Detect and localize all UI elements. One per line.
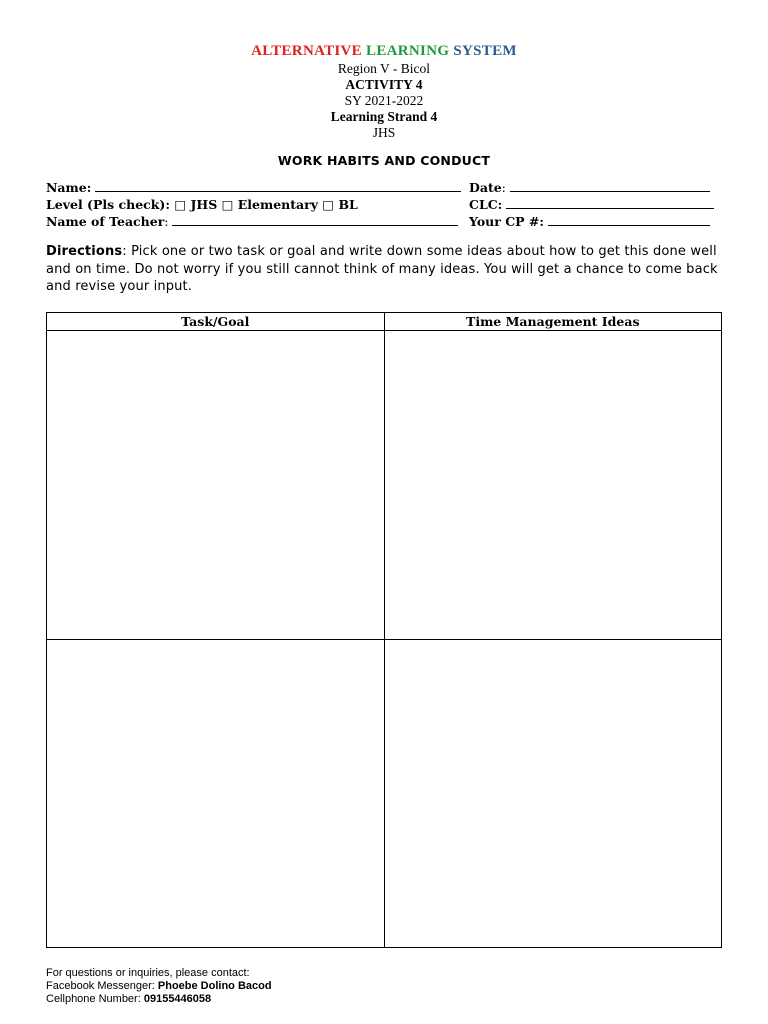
clc-field[interactable] bbox=[506, 197, 714, 209]
school-year-line: SY 2021-2022 bbox=[344, 93, 424, 108]
task-goal-header: Task/Goal bbox=[47, 313, 385, 331]
table-row bbox=[47, 639, 722, 948]
activity-line: ACTIVITY 4 bbox=[345, 77, 423, 92]
messenger-name: Phoebe Dolino Bacod bbox=[157, 980, 272, 992]
footer-contact-line: For questions or inquiries, please contact: bbox=[46, 967, 250, 979]
name-field[interactable] bbox=[95, 180, 461, 192]
program-title-word-3: SYSTEM bbox=[453, 43, 517, 59]
date-label: Date bbox=[469, 180, 502, 195]
level-check-label: Level (Pls check): □ JHS □ Elementary □ BL bbox=[46, 197, 358, 212]
task-table bbox=[46, 312, 722, 948]
program-title bbox=[0, 42, 768, 61]
contact-footer bbox=[46, 967, 272, 1006]
form-row-level-clc bbox=[46, 197, 722, 214]
directions-paragraph bbox=[46, 243, 726, 296]
cp-label: Your CP #: bbox=[469, 214, 544, 229]
directions-label: Directions bbox=[46, 244, 123, 259]
level-line: JHS bbox=[372, 125, 396, 140]
program-title-word-1: ALTERNATIVE bbox=[251, 43, 362, 59]
name-label: Name: bbox=[46, 180, 92, 195]
phone-number: 09155446058 bbox=[143, 993, 212, 1005]
footer-messenger-line bbox=[46, 980, 272, 993]
program-title-word-2: LEARNING bbox=[366, 43, 450, 59]
section-title: WORK HABITS AND CONDUCT bbox=[277, 153, 491, 168]
date-field[interactable] bbox=[510, 180, 710, 192]
student-info-form bbox=[46, 180, 722, 231]
ideas-cell-2[interactable] bbox=[384, 639, 722, 948]
phone-label: Cellphone Number: bbox=[46, 993, 144, 1005]
form-row-teacher-cp: Name of Teacher: Your CP #: bbox=[46, 214, 722, 231]
region-line: Region V - Bicol bbox=[337, 61, 431, 76]
strand-line: Learning Strand 4 bbox=[330, 109, 438, 124]
form-row-name-date: Name: Date: bbox=[46, 180, 722, 197]
table-header-row bbox=[47, 313, 722, 331]
cp-field[interactable] bbox=[548, 214, 710, 226]
ideas-cell-1[interactable] bbox=[384, 331, 722, 640]
time-management-header: Time Management Ideas bbox=[384, 313, 722, 331]
teacher-label: Name of Teacher bbox=[46, 214, 165, 229]
table-row bbox=[47, 331, 722, 640]
directions-text: : Pick one or two task or goal and write down some ideas about how to get this done well and on time. Do not worry if you still cannot think of many ideas. You will get a chance to come back and revise your input. bbox=[46, 244, 718, 294]
messenger-label: Facebook Messenger: bbox=[46, 980, 158, 992]
task-cell-2[interactable] bbox=[47, 639, 385, 948]
document-header bbox=[0, 42, 768, 141]
task-cell-1[interactable] bbox=[47, 331, 385, 640]
footer-phone-line bbox=[46, 993, 272, 1006]
teacher-field[interactable] bbox=[172, 214, 458, 226]
clc-label: CLC: bbox=[469, 197, 503, 212]
